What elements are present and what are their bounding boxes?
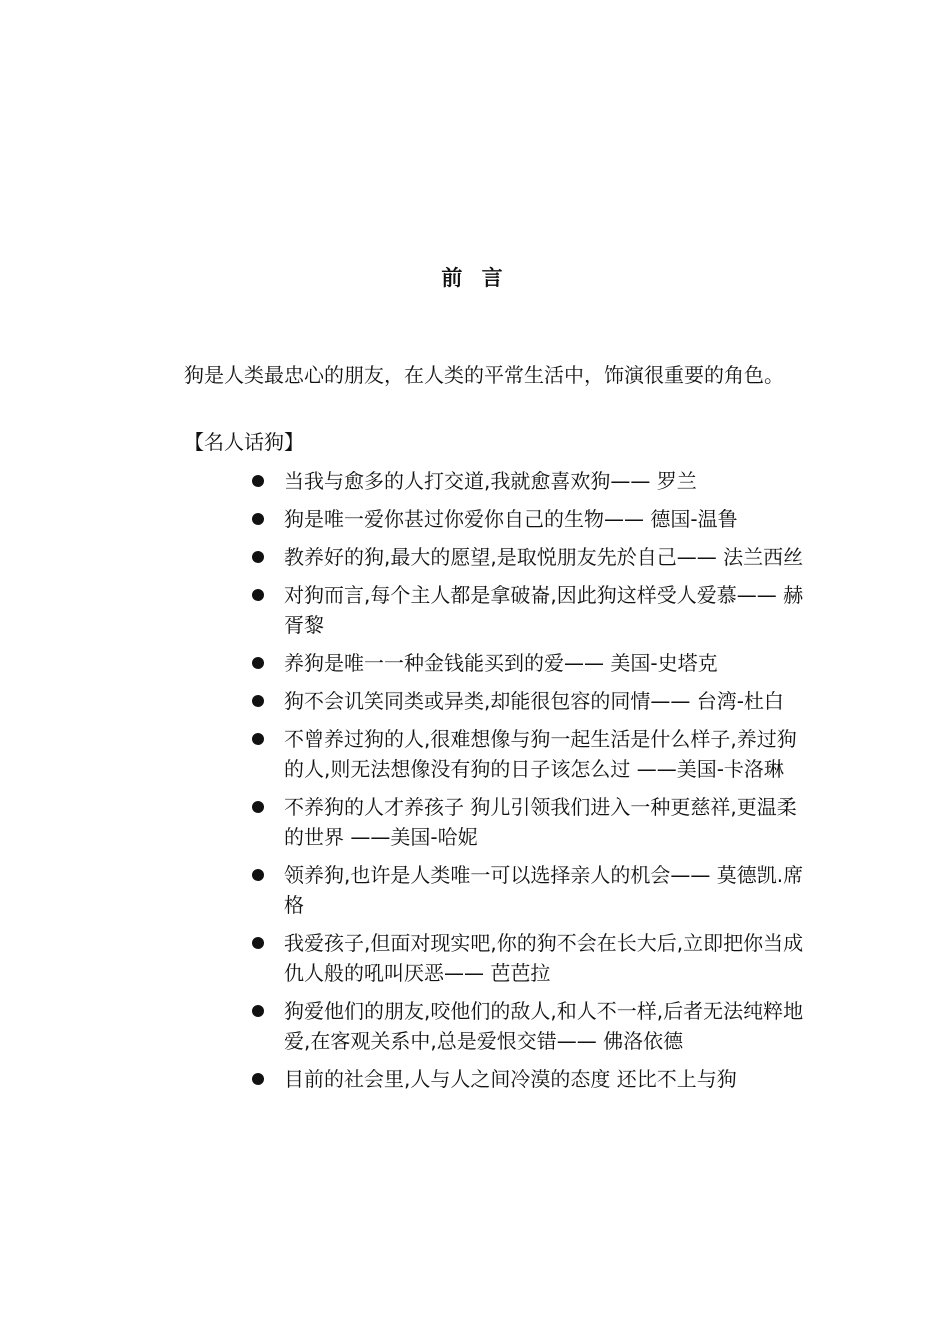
quote-item: [284, 928, 814, 988]
bullet-icon: [252, 695, 264, 707]
quote-text: 领养狗,也许是人类唯一可以选择亲人的机会—— 莫德凯.席格: [284, 863, 804, 917]
quote-text: 不曾养过狗的人,很难想像与狗一起生活是什么样子,养过狗的人,则无法想像没有狗的日子该怎么过 ——美国-卡洛琳: [284, 727, 797, 781]
bullet-icon: [252, 937, 264, 949]
quote-text: 狗爱他们的朋友,咬他们的敌人,和人不一样,后者无法纯粹地爱,在客观关系中,总是爱恨交错—— 佛洛依德: [284, 999, 804, 1053]
bullet-icon: [252, 657, 264, 669]
page-title: 前 言: [441, 266, 509, 290]
quote-text: 教养好的狗,最大的愿望,是取悦朋友先於自己—— 法兰西丝: [284, 545, 804, 569]
bullet-icon: [252, 475, 264, 487]
quote-text: 养狗是唯一一种金钱能买到的爱—— 美国-史塔克: [284, 651, 718, 675]
section-heading: 【名人话狗】: [184, 430, 304, 454]
quote-item: [284, 792, 814, 852]
quote-item: [284, 504, 814, 534]
bullet-icon: [252, 513, 264, 525]
quote-item: [284, 996, 814, 1056]
bullet-icon: [252, 589, 264, 601]
quote-text: 当我与愈多的人打交道,我就愈喜欢狗—— 罗兰: [284, 469, 697, 493]
quote-text: 不养狗的人才养孩子 狗儿引领我们进入一种更慈祥,更温柔的世界 ——美国-哈妮: [284, 795, 797, 849]
quote-text: 狗不会讥笑同类或异类,却能很包容的同情—— 台湾-杜白: [284, 689, 784, 713]
quote-list: [0, 466, 814, 1102]
bullet-icon: [252, 551, 264, 563]
bullet-icon: [252, 1073, 264, 1085]
bullet-icon: [252, 733, 264, 745]
quote-item: [284, 580, 814, 640]
quote-item: [284, 648, 814, 678]
quote-item: [284, 542, 814, 572]
quote-item: [284, 466, 814, 496]
quote-item: [284, 1064, 814, 1094]
quote-text: 狗是唯一爱你甚过你爱你自己的生物—— 德国-温鲁: [284, 507, 738, 531]
intro-paragraph: 狗是人类最忠心的朋友，在人类的平常生活中，饰演很重要的角色。: [184, 363, 784, 387]
quote-text: 对狗而言,每个主人都是拿破崙,因此狗这样受人爱慕—— 赫胥黎: [284, 583, 804, 637]
bullet-icon: [252, 869, 264, 881]
quote-item: [284, 860, 814, 920]
bullet-icon: [252, 801, 264, 813]
quote-text: 我爱孩子,但面对现实吧,你的狗不会在长大后,立即把你当成仇人般的吼叫厌恶—— 芭芭拉: [284, 931, 804, 985]
quote-item: [284, 724, 814, 784]
bullet-icon: [252, 1005, 264, 1017]
quote-text: 目前的社会里,人与人之间冷漠的态度 还比不上与狗: [284, 1067, 737, 1091]
quote-item: [284, 686, 814, 716]
